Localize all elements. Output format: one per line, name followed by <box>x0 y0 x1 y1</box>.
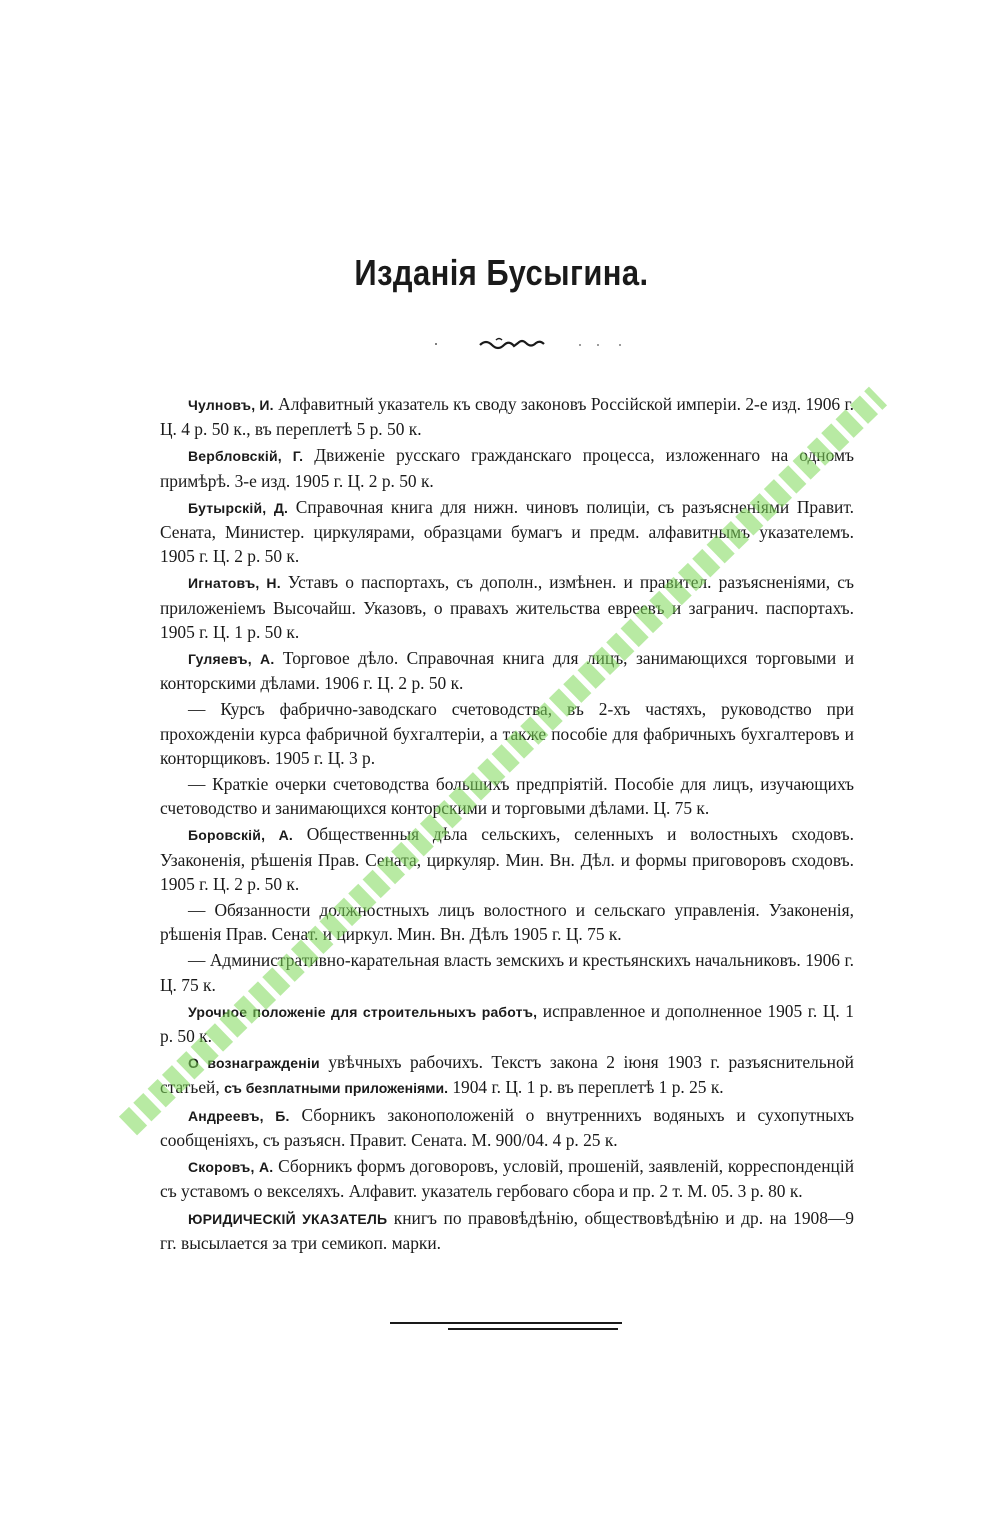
publication-entry <box>160 898 854 946</box>
entry-text: Общественныя дѣла сельскихъ, селенныхъ и волостныхъ сходовъ. Узаконенія, рѣшенія Прав. Сената, циркуляр. Мин. Вн. Дѣл. и формы приговоровъ сходовъ. 1905 г. Ц. 2 р. 50 к. <box>160 824 854 894</box>
entry-text: — Обязанности должностныхъ лицъ волостного и сельскаго управленія. Узаконенія, рѣшенія Прав. Сенат. и циркул. Мин. Вн. Дѣлъ 1905 г. Ц. 75 к. <box>160 900 854 945</box>
publication-entry <box>160 570 854 644</box>
entry-text-after: 1904 г. Ц. 1 р. въ переплетѣ 1 р. 25 к. <box>448 1077 724 1098</box>
publication-entry <box>160 822 854 896</box>
entry-text: книгъ по правовѣдѣнію, обществовѣдѣнію и др. на 1908—9 гг. высылается за три семикоп. марки. <box>160 1207 854 1253</box>
publication-entry <box>160 697 854 770</box>
publication-entry <box>160 392 854 441</box>
entry-text: Движеніе русскаго гражданскаго процесса, изложеннаго на одномъ примѣрѣ. 3-е изд. 1905 г. Ц. 2 р. 50 к. <box>160 445 854 491</box>
closing-rule-top <box>390 1322 622 1324</box>
entry-author: Скоровъ, А. <box>188 1159 274 1176</box>
publications-list <box>160 392 854 1257</box>
entry-text: исправленное и дополненное 1905 г. Ц. 1 р. 50 к. <box>160 1000 854 1047</box>
publication-entry <box>160 646 854 695</box>
entry-text: Сборникъ законоположеній о внутреннихъ водяныхъ и сухопутныхъ сообщеніяхъ, съ разъясн. Правит. Сената. М. 900/04. 4 р. 25 к. <box>160 1104 854 1150</box>
entry-text: Справочная книга для нижн. чиновъ полиціи, съ разъясненіями Правит. Сената, Министер. циркулярами, образцами бумагъ и предм. алфавитнымъ указателемъ. 1905 г. Ц. 2 р. 50 к. <box>160 496 854 567</box>
publication-entry <box>160 948 854 996</box>
publication-entry <box>160 772 854 820</box>
entry-author: Андреевъ, Б. <box>188 1107 290 1124</box>
publication-entry <box>160 999 854 1048</box>
entry-author: ЮРИДИЧЕСКІЙ УКАЗАТЕЛЬ <box>188 1210 388 1227</box>
entry-text: — Курсъ фабрично-заводскаго счетоводства, въ 2-хъ частяхъ, руководство при прохожденіи курса фабричной бухгалтеріи, а также пособіе для фабричныхъ бухгалтеровъ и конторщиковъ. 1905 г. Ц. 3 р. <box>160 699 854 768</box>
ornament-flourish-icon <box>430 332 630 356</box>
entry-text: Торговое дѣло. Справочная книга для лицъ, занимающихся торговыми и конторскими дѣлами. 1906 г. Ц. 2 р. 50 к. <box>160 648 855 694</box>
page-title: Изданія Бусыгина. <box>354 252 649 293</box>
entry-author: Игнатовъ, Н. <box>188 575 281 592</box>
entry-text: — Административно-карательная власть земскихъ и крестьянскихъ начальниковъ. 1906 г. Ц. 75 к. <box>160 950 854 995</box>
entry-author: Гуляевъ, А. <box>188 651 275 668</box>
publication-entry <box>160 1206 854 1255</box>
entry-author: Чулновъ, И. <box>188 397 274 413</box>
entry-text: Алфавитный указатель къ своду законовъ Россійской имперіи. 2-е изд. 1906 г. Ц. 4 р. 50 к., въ переплетѣ 5 р. 50 к. <box>160 394 854 440</box>
closing-rule-bottom <box>448 1328 618 1330</box>
publication-entry <box>160 443 854 492</box>
entry-author: Бутырскій, Д. <box>188 499 289 516</box>
entry-author: Боровскій, А. <box>188 827 294 844</box>
publication-entry <box>160 1103 854 1152</box>
publication-entry <box>160 1050 854 1100</box>
entry-text: Уставъ о паспортахъ, съ дополн., измѣнен. и правител. разъясненіями, съ приложеніемъ Высочайш. Указовъ, о правахъ жительства евреевъ и загранич. паспортахъ. 1905 г. Ц. 1 р. 50 к. <box>160 572 854 642</box>
entry-text: увѣчныхъ рабочихъ. Текстъ закона 2 іюня 1903 г. разъяснительной статьей, <box>160 1052 854 1098</box>
entry-author: О вознагражденіи <box>188 1055 320 1072</box>
publication-entry <box>160 495 854 569</box>
entry-text: Сборникъ формъ договоровъ, условій, прошеній, заявленій, корреспонденцій съ уставомъ о векселяхъ. Алфавит. указатель гербоваго сбора и пр. 2 т. М. 05. 3 р. 80 к. <box>160 1156 854 1202</box>
entry-author: Урочное положеніе для строительныхъ работъ, <box>188 1003 538 1020</box>
entry-text: — Краткіе очерки счетоводства большихъ предпріятій. Пособіе для лицъ, изучающихъ счетоводство и занимающихся конторскими и торговыми дѣлами. Ц. 75 к. <box>160 774 854 819</box>
entry-author: Вербловскій, Г. <box>188 448 304 465</box>
publication-entry <box>160 1154 854 1203</box>
entry-emphasis: съ безплатными приложеніями. <box>224 1080 448 1097</box>
